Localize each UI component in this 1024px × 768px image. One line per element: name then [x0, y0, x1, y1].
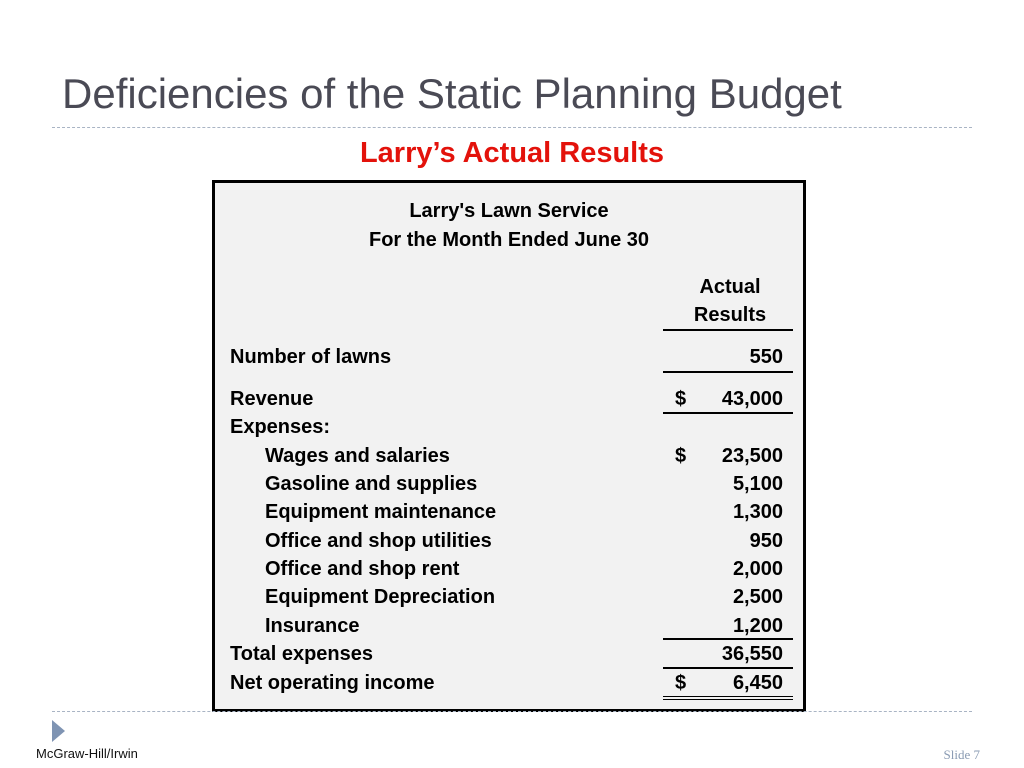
column-header-line-1: Actual: [699, 276, 761, 298]
header-underline: [663, 329, 793, 331]
row-value-utilities: 950: [749, 530, 783, 552]
insurance-underline: [663, 638, 793, 640]
row-value-equipment-maintenance: 1,300: [732, 501, 783, 523]
row-label-depreciation: Equipment Depreciation: [265, 586, 496, 608]
slide-subtitle: Larry’s Actual Results: [359, 137, 665, 169]
row-value-depreciation: 2,500: [732, 586, 783, 608]
row-currency-revenue: $: [675, 388, 687, 410]
column-header-line-2: Results: [693, 304, 767, 326]
row-value-total-expenses: 36,550: [721, 643, 783, 665]
row-label-equipment-maintenance: Equipment maintenance: [265, 501, 497, 523]
row-label-gasoline: Gasoline and supplies: [265, 473, 478, 495]
row-value-number-of-lawns: 550: [749, 346, 783, 368]
row-value-wages: 23,500: [721, 445, 783, 467]
revenue-underline: [663, 412, 793, 414]
company-name: Larry's Lawn Service: [409, 200, 609, 222]
row-value-insurance: 1,200: [732, 615, 783, 637]
play-arrow-icon: [52, 720, 65, 742]
row-label-total-expenses: Total expenses: [230, 643, 374, 665]
total-underline: [663, 667, 793, 669]
row-value-revenue: 43,000: [721, 388, 783, 410]
title-divider: [52, 127, 972, 128]
lawns-underline: [663, 371, 793, 373]
row-label-expenses: Expenses:: [230, 416, 331, 438]
row-value-gasoline: 5,100: [732, 473, 783, 495]
footer-divider: [52, 711, 972, 712]
row-label-insurance: Insurance: [265, 615, 360, 637]
row-value-net-operating-income: 6,450: [732, 672, 783, 694]
row-label-revenue: Revenue: [230, 388, 314, 410]
statement-period: For the Month Ended June 30: [368, 229, 649, 251]
net-income-double-underline: [663, 696, 793, 700]
row-value-rent: 2,000: [732, 558, 783, 580]
row-label-number-of-lawns: Number of lawns: [230, 346, 392, 368]
row-label-rent: Office and shop rent: [265, 558, 460, 580]
row-label-wages: Wages and salaries: [265, 445, 450, 467]
slide-title: Deficiencies of the Static Planning Budget: [62, 70, 842, 117]
row-currency-net-operating-income: $: [675, 672, 687, 694]
row-label-net-operating-income: Net operating income: [230, 672, 435, 694]
slide-number: Slide 7: [943, 747, 980, 762]
row-label-utilities: Office and shop utilities: [265, 530, 492, 552]
publisher-label: McGraw-Hill/Irwin: [36, 746, 138, 761]
income-statement: [212, 180, 806, 712]
row-currency-wages: $: [675, 445, 687, 467]
